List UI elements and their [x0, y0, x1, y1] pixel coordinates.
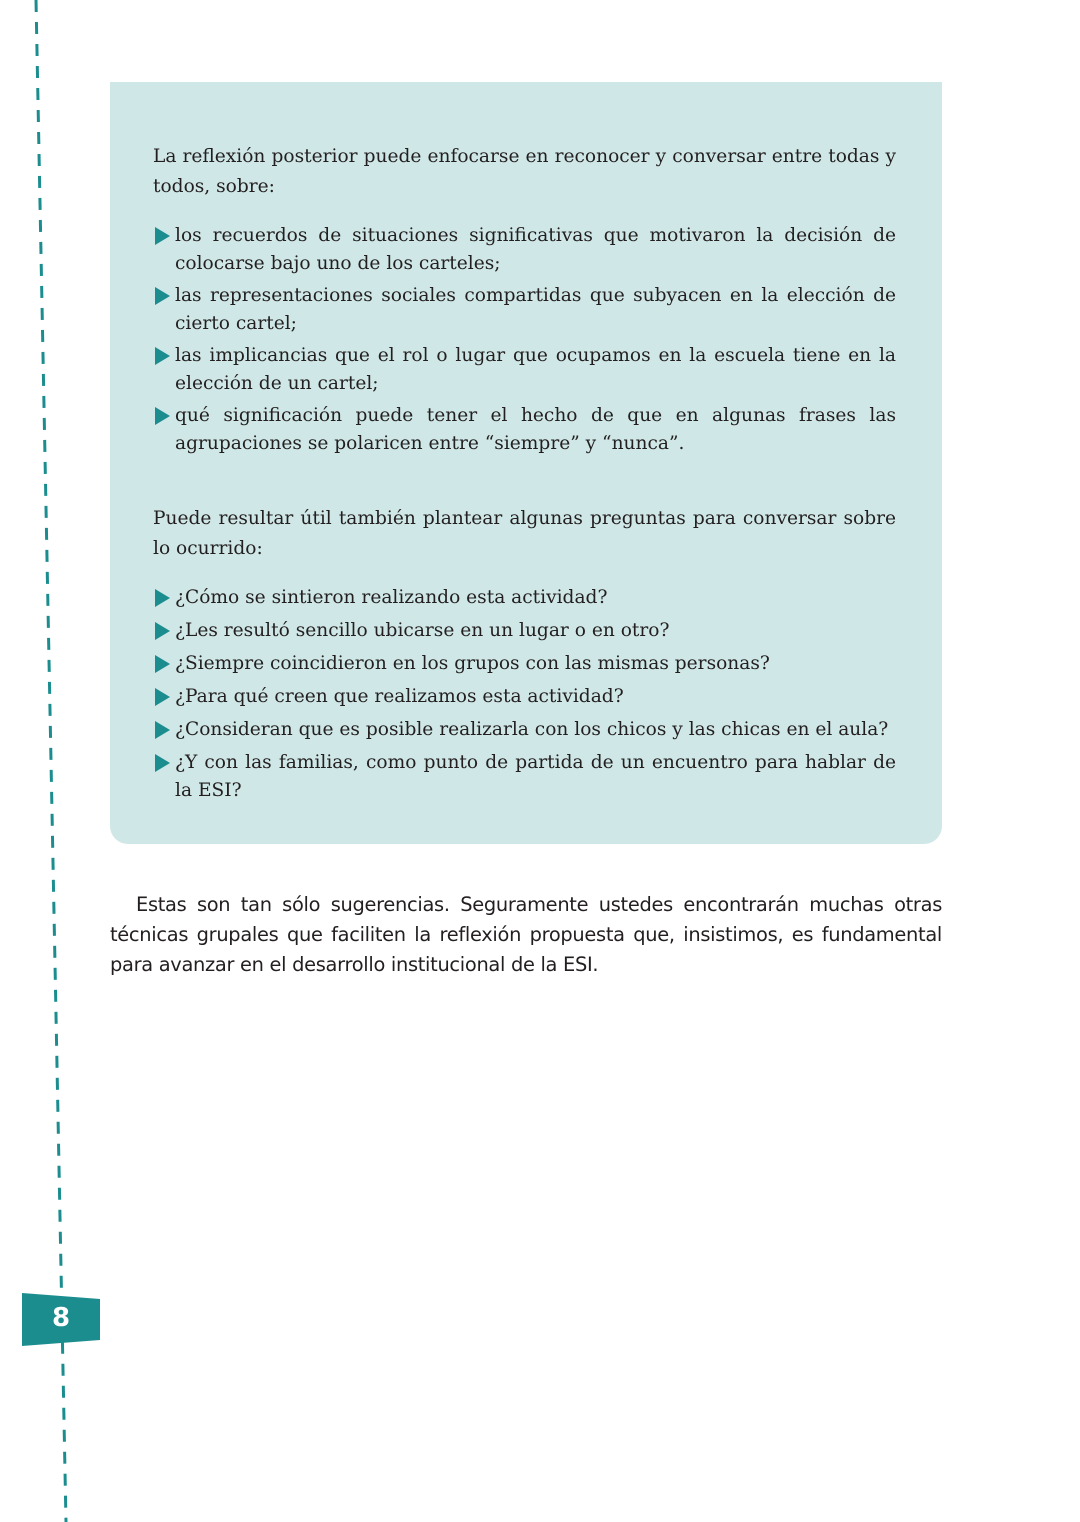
list-item: las representaciones sociales compartidas que subyacen en la elección de cierto cartel; — [153, 282, 896, 337]
triangle-bullet-icon — [155, 754, 170, 772]
triangle-bullet-icon — [155, 721, 170, 739]
list-item: las implicancias que el rol o lugar que ocupamos en la escuela tiene en la elección de un cartel; — [153, 342, 896, 397]
reflection-box — [110, 82, 942, 844]
reflection-intro: La reflexión posterior puede enfocarse en reconocer y conversar entre todas y todos, sobre: — [153, 146, 896, 197]
triangle-bullet-icon — [155, 688, 170, 706]
list-item: ¿Cómo se sintieron realizando esta actividad? — [153, 584, 896, 612]
triangle-bullet-icon — [155, 655, 170, 673]
triangle-bullet-icon — [155, 622, 170, 640]
triangle-bullet-icon — [155, 589, 170, 607]
list-item: los recuerdos de situaciones significativas que motivaron la decisión de colocarse bajo uno de los carteles; — [153, 222, 896, 277]
questions-list — [153, 584, 896, 804]
triangle-bullet-icon — [155, 347, 170, 365]
list-item: ¿Siempre coincidieron en los grupos con las mismas personas? — [153, 650, 896, 678]
list-item: ¿Para qué creen que realizamos esta actividad? — [153, 683, 896, 711]
triangle-bullet-icon — [155, 227, 170, 245]
page-number: 8 — [51, 1303, 71, 1333]
page-number-tab — [22, 1290, 100, 1346]
list-item: ¿Consideran que es posible realizarla con los chicos y las chicas en el aula? — [153, 716, 896, 744]
list-item: ¿Y con las familias, como punto de partida de un encuentro para hablar de la ESI? — [153, 749, 896, 804]
reflection-list — [153, 222, 896, 457]
triangle-bullet-icon — [155, 407, 170, 425]
list-item: qué significación puede tener el hecho de que en algunas frases las agrupaciones se polaricen entre “siempre” y “nunca”. — [153, 402, 896, 457]
questions-intro: Puede resultar útil también plantear algunas preguntas para conversar sobre lo ocurrido: — [153, 508, 896, 559]
triangle-bullet-icon — [155, 287, 170, 305]
body-paragraph: Estas son tan sólo sugerencias. Seguramente ustedes encontrarán muchas otras técnicas grupales que faciliten la reflexión propuesta que, insistimos, es fundamental para avanzar en el desarrollo institucional de la ESI. — [110, 893, 942, 976]
list-item: ¿Les resultó sencillo ubicarse en un lugar o en otro? — [153, 617, 896, 645]
